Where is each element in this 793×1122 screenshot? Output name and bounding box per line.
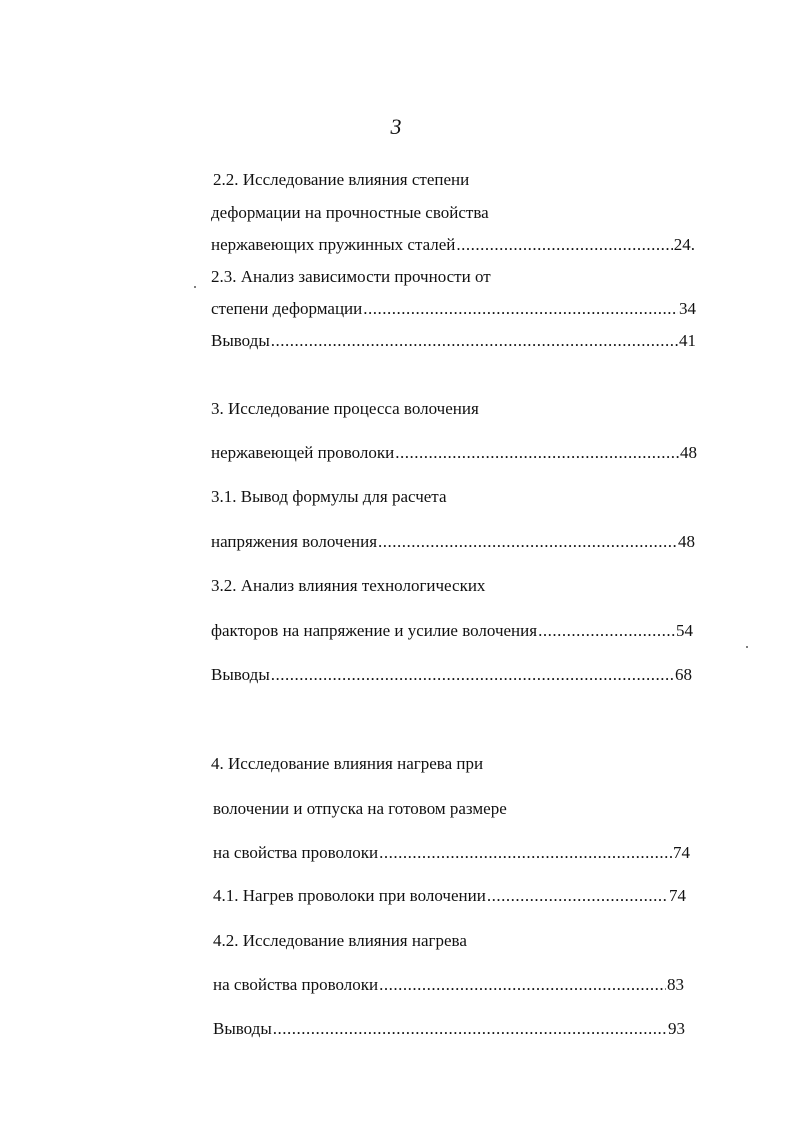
- toc-entry-conclusions-4-page: 93: [668, 1019, 685, 1038]
- toc-entry-2-2-text: нержавеющих пружинных сталей: [211, 235, 456, 254]
- toc-entry-3-1-line-2: [211, 532, 695, 552]
- scan-speck: [746, 646, 748, 648]
- toc-entry-3-1-line-1: 3.1. Вывод формулы для расчета: [211, 487, 447, 506]
- toc-entry-conclusions-3-page: 68: [675, 665, 692, 684]
- toc-entry-4-1-text: 4.1. Нагрев проволоки при волочении: [213, 886, 486, 905]
- toc-entry-4-text: на свойства проволоки: [213, 843, 379, 862]
- toc-entry-4-1-page: 74: [669, 886, 686, 905]
- dot-leader: [395, 443, 679, 463]
- toc-entry-4-2-page: 83: [667, 975, 684, 994]
- scan-speck: [194, 286, 196, 288]
- toc-entry-3-2-line-1: 3.2. Анализ влияния технологических: [211, 576, 486, 595]
- toc-entry-4-2-text: на свойства проволоки: [213, 975, 379, 994]
- toc-entry-2-2-page: 24.: [673, 235, 695, 254]
- dot-leader: [538, 621, 675, 641]
- toc-entry-3-1-page: 48: [678, 532, 695, 551]
- toc-entry-2-3-text: степени деформации: [211, 299, 363, 318]
- dot-leader: [487, 886, 668, 906]
- toc-entry-3-text: нержавеющей проволоки: [211, 443, 395, 462]
- toc-entry-4-line-2: волочении и отпуска на готовом размере: [213, 799, 507, 818]
- toc-entry-conclusions-4: [213, 1019, 685, 1039]
- toc-entry-4-2-line-2: [213, 975, 684, 995]
- toc-entry-conclusions-2: [211, 331, 696, 351]
- toc-entry-3-line-1: 3. Исследование процесса волочения: [211, 399, 479, 418]
- toc-entry-4-1-line-1: [213, 886, 686, 906]
- toc-entry-4-line-3: [213, 843, 690, 863]
- toc-entry-4-line-1: 4. Исследование влияния нагрева при: [211, 754, 484, 773]
- page-number: 3: [390, 114, 403, 139]
- toc-entry-conclusions-2-page: 41: [679, 331, 696, 350]
- dot-leader: [271, 665, 674, 685]
- toc-entry-3-page: 48: [680, 443, 697, 462]
- toc-entry-3-line-2: [211, 443, 697, 463]
- toc-entry-3-2-line-2: [211, 621, 693, 641]
- dot-leader: [273, 1019, 667, 1039]
- toc-entry-4-page: 74: [673, 843, 690, 862]
- toc-entry-conclusions-2-text: Выводы: [211, 331, 270, 350]
- dot-leader: [379, 975, 666, 995]
- dot-leader: [271, 331, 678, 351]
- toc-entry-2-3-line-2: [211, 299, 696, 319]
- toc-entry-3-2-page: 54: [676, 621, 693, 640]
- toc-entry-2-3-page: 34: [679, 299, 696, 318]
- toc-entry-conclusions-3-text: Выводы: [211, 665, 270, 684]
- toc-entry-3-2-text: факторов на напряжение и усилие волочения: [211, 621, 538, 640]
- toc-entry-conclusions-4-text: Выводы: [213, 1019, 272, 1038]
- toc-entry-4-2-line-1: 4.2. Исследование влияния нагрева: [213, 931, 467, 950]
- toc-entry-2-3-line-1: 2.3. Анализ зависимости прочности от: [211, 267, 491, 286]
- dot-leader: [379, 843, 672, 863]
- toc-entry-2-2-line-2: деформации на прочностные свойства: [211, 203, 489, 222]
- toc-entry-2-2-line-1: 2.2. Исследование влияния степени: [213, 170, 470, 189]
- dot-leader: [378, 532, 677, 552]
- dot-leader: [363, 299, 678, 319]
- toc-entry-2-2-line-3: [211, 235, 695, 255]
- dot-leader: [456, 235, 672, 255]
- toc-entry-3-1-text: напряжения волочения: [211, 532, 378, 551]
- toc-entry-conclusions-3: [211, 665, 692, 685]
